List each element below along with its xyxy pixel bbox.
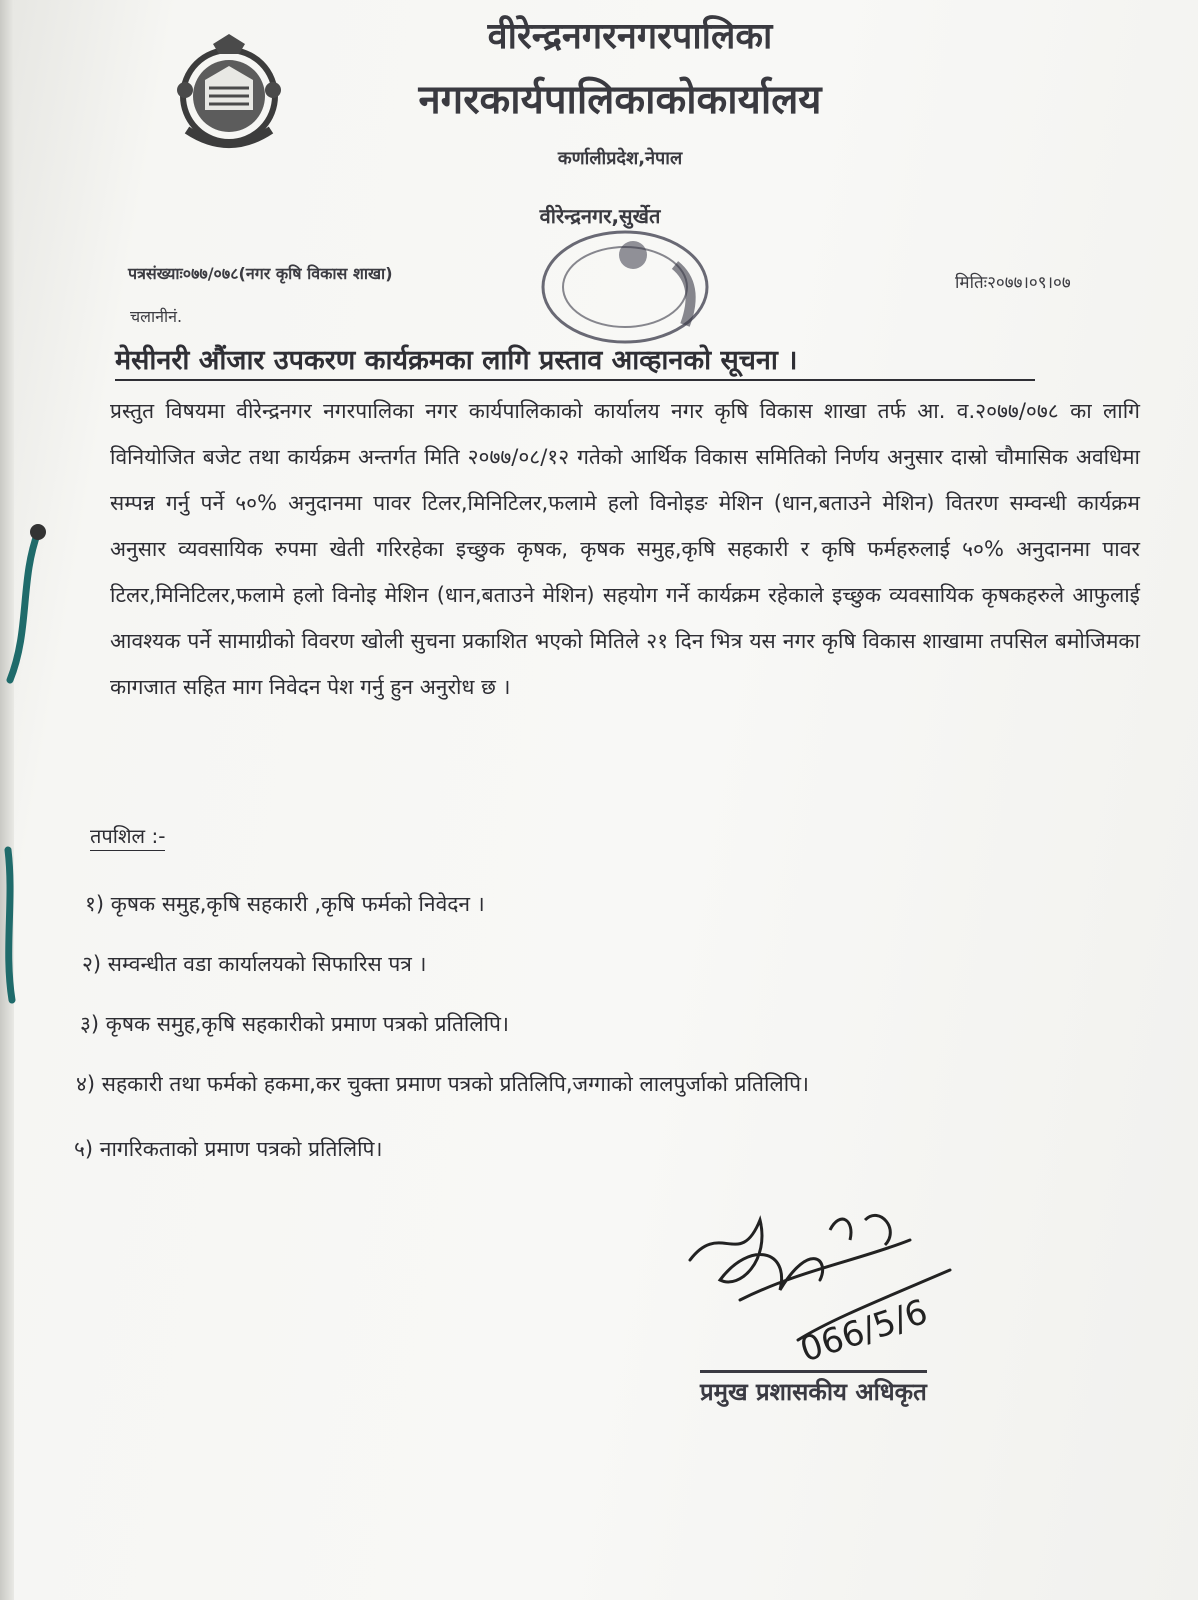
schedule-item: १) कृषक समुह,कृषि सहकारी ,कृषि फर्मको निवेदन । <box>85 892 485 916</box>
nepal-emblem-logo <box>165 30 293 158</box>
schedule-heading: तपशिल :- <box>90 822 165 851</box>
province-line: कर्णालीप्रदेश,नेपाल <box>557 148 683 169</box>
notice-subject: मेसीनरी औंजार उपकरण कार्यक्रमका लागि प्रस्ताव आव्हानको सूचना । <box>115 340 1035 381</box>
handwritten-signature <box>680 1200 980 1370</box>
office-title: नगरकार्यपालिकाकोकार्यालय <box>418 77 822 123</box>
schedule-item: ४) सहकारी तथा फर्मको हकमा,कर चुक्ता प्रमाण पत्रको प्रतिलिपि,जग्गाको लालपुर्जाको प्रतिलिपि। <box>76 1072 810 1096</box>
reference-number: पत्रसंख्याः०७७/०७८(नगर कृषि विकास शाखा) <box>128 264 393 283</box>
schedule-item: ५) नागरिकताको प्रमाण पत्रको प्रतिलिपि। <box>74 1137 383 1161</box>
city-line: वीरेन्द्रनगर,सुर्खेत <box>539 204 661 228</box>
dispatch-number: चलानीनं. <box>130 307 183 326</box>
office-stamp <box>525 225 725 355</box>
signatory-designation: प्रमुख प्रशासकीय अधिकृत <box>700 1370 927 1408</box>
svg-text:066/5/6: 066/5/6 <box>795 1291 933 1370</box>
binding-string <box>0 520 60 1040</box>
office-name: वीरेन्द्रनगरनगरपालिका <box>487 16 773 57</box>
notice-body: प्रस्तुत विषयमा वीरेन्द्रनगर नगरपालिका नगर कार्यपालिकाको कार्यालय नगर कृषि विकास शाखा तर्फ आ. व.२०७७/०७८ का लागि विनियोजित बजेट तथा कार्यक्रम अन्तर्गत मिति २०७७/०८/१२ गतेको आर्थिक विकास समितिको निर्णय अनुसार दास्रो चौमासिक अवधिमा सम्पन्न गर्नु पर्ने ५०% अनुदानमा पावर टिलर,मिनिटिलर,फलामे हलो विनोइङ मेशिन (धान,बताउने मेशिन) वितरण सम्वन्धी कार्यक्रम अनुसार व्यवसायिक रुपमा खेती गरिरहेका इच्छुक कृषक, कृषक समुह,कृषि सहकारी र कृषि फर्महरुलाई ५०% अनुदानमा पावर टिलर,मिनिटिलर,फलामे हलो विनोइ मेशिन (धान,बताउने मेशिन) सहयोग गर्ने कार्यक्रम रहेकाले इच्छुक व्यवसायिक कृषकहरुले आफुलाई आवश्यक पर्ने सामाग्रीको विवरण खोली सुचना प्रकाशित भएको मितिले २१ दिन भित्र यस नगर कृषि विकास शाखामा तपसिल बमोजिमका कागजात सहित माग निवेदन पेश गर्नु हुन अनुरोध छ । <box>110 399 1140 699</box>
schedule-item: २) सम्वन्धीत वडा कार्यालयको सिफारिस पत्र । <box>82 952 427 976</box>
letter-date: मितिः२०७७।०९।०७ <box>955 273 1071 293</box>
schedule-item: ३) कृषक समुह,कृषि सहकारीको प्रमाण पत्रको प्रतिलिपि। <box>80 1012 509 1036</box>
